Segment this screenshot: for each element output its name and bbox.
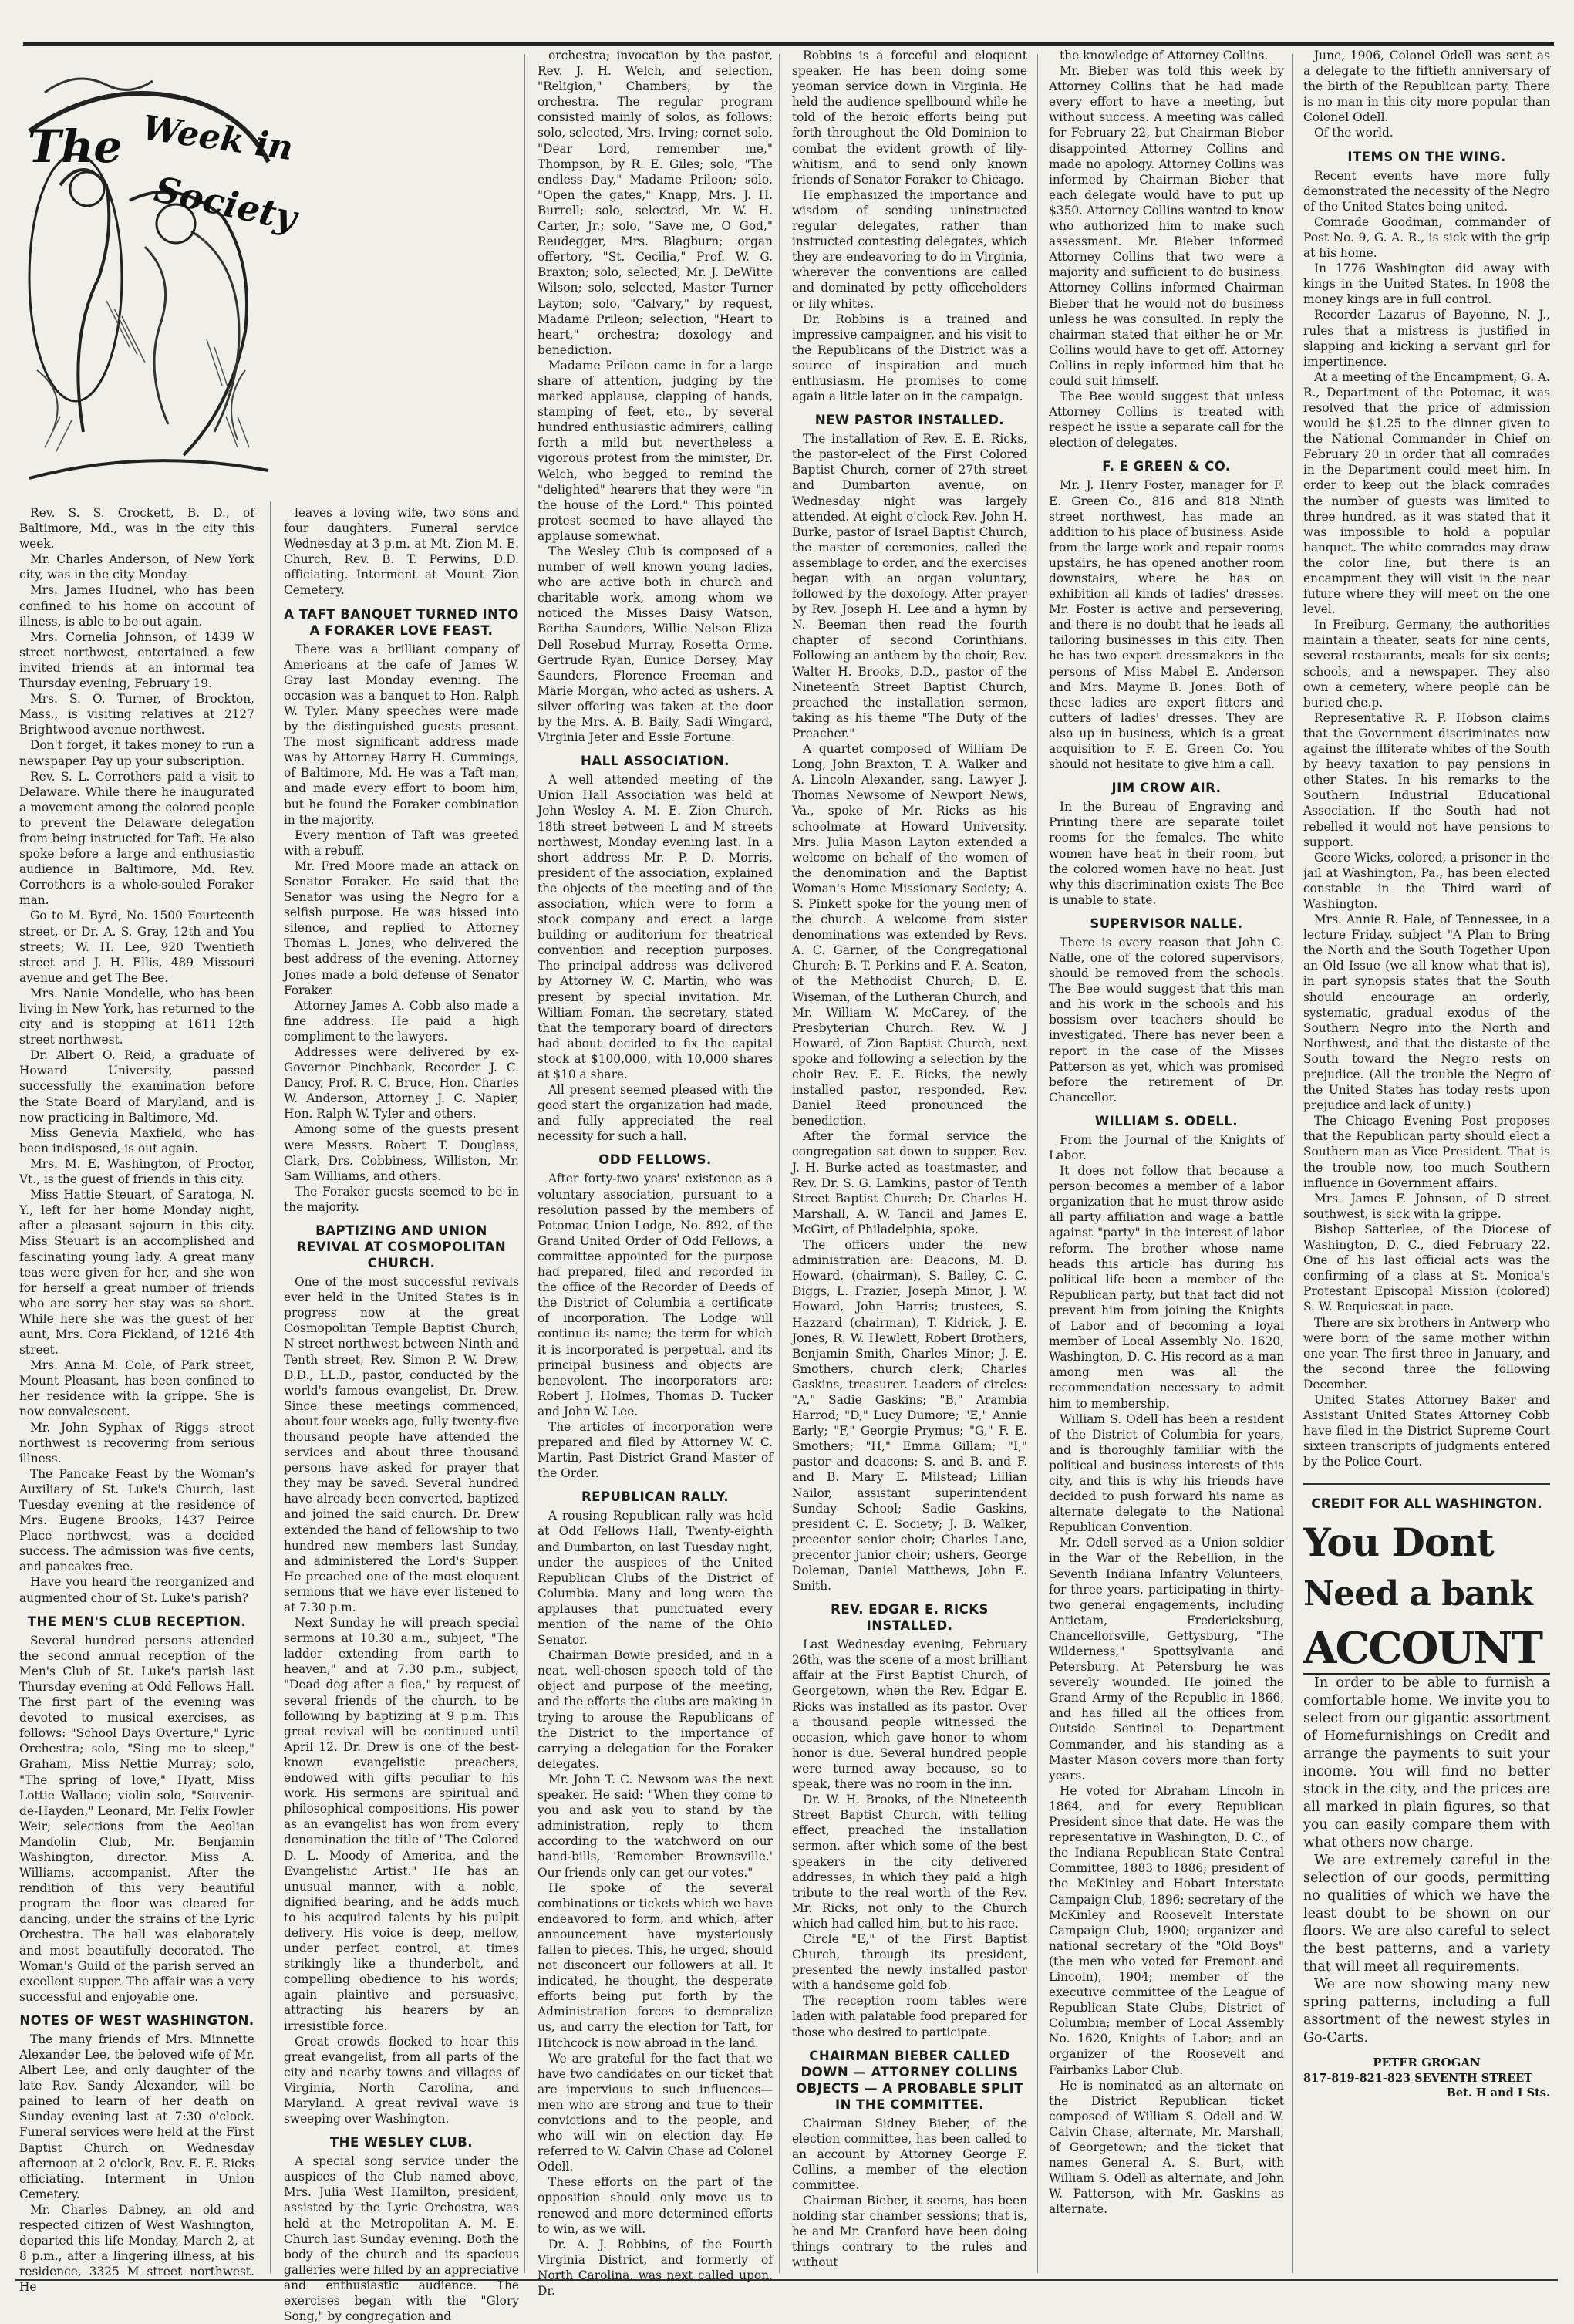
paragraph: Dr. Robbins is a trained and impressive campaigner, and his visit to the Republicans of the District was a source of inspiration and much enthusiasm. He promises to come again a little later on in the campaign. <box>792 312 1027 404</box>
paragraph: United States Attorney Baker and Assistant United States Attorney Cobb have filed in the District Supreme Court sixteen transcripts of judgments entered by the Police Court. <box>1303 1392 1550 1469</box>
paragraph: In 1776 Washington did away with kings in the United States. In 1908 the money kings are in full control. <box>1303 261 1550 307</box>
column-1 <box>19 505 254 2295</box>
ad-headline-1: You Dont <box>1303 1520 1494 1566</box>
paragraph: Mrs. M. E. Washington, of Proctor, Vt., is the guest of friends in this city. <box>19 1156 254 1187</box>
paragraph: Attorney James A. Cobb also made a fine address. He paid a high compliment to the lawyers. <box>284 998 519 1044</box>
paragraph: Great crowds flocked to hear this great evangelist, from all parts of the city and nearby towns and villages of Virginia, North Carolina, and Maryland. A great revival wave is sweeping over Washington. <box>284 2034 519 2127</box>
paragraph: There was a brilliant company of Americans at the cafe of James W. Gray last Monday evening. The occasion was a banquet to Hon. Ralph W. Tyler. Many speeches were made by the distinguished guests present. The most significant address made was by Attorney Harry H. Cummings, of Baltimore, Md. He was a Taft man, and made every effort to boom him, but he found the Foraker combination in the majority. <box>284 642 519 827</box>
paragraph: There are six brothers in Antwerp who were born of the same mother within one year. The first three in January, and the second three the following December. <box>1303 1315 1550 1391</box>
column-divider <box>1037 54 1038 2273</box>
column-3 <box>538 48 774 2299</box>
paragraph: Mrs. Annie R. Hale, of Tennessee, in a lecture Friday, subject "A Plan to Bring the North and the South Together Upon an Old Issue (we all know what that is), in part synopsis states that the South should encourage an orderly, systematic, gradual exodus of the Southern Negro into the North and Northwest, and that the distaste of the South toward the Negro rests on prejudice. (All the trouble the Negro of the United States has today rests upon prejudice and lack of unity.) <box>1303 912 1550 1113</box>
paragraph: Of the world. <box>1314 126 1394 140</box>
paragraph: Mr. Bieber was told this week by Attorney Collins that he had made every effort to have a meeting, but without success. A meeting was called for February 22, but Chairman Bieber disappointed Attorney Collins and made no apology. Attorney Collins was informed by Chairman Bieber that each delegate would have to put up $350. Attorney Collins wanted to know who authorized him to make such assessment. Mr. Bieber informed Attorney Collins that two were a majority and sufficient to do business. Attorney Collins informed Chairman Bieber that he would not do business unless he was consulted. In reply the chairman stated that either he or Mr. Collins would have to get off. Attorney Collins in reply informed him that he could suit himself. <box>1049 64 1284 388</box>
paragraph: After the formal service the congregation sat down to supper. Rev. J. H. Burke acted as toastmaster, and Rev. Dr. S. G. Lamkins, pastor of Tenth Street Baptist Church; Dr. Charles H. Marshall, A. W. Tancil and James E. McGirt, of Philadelphia, spoke. <box>792 1129 1027 1236</box>
paragraph: Mr. J. Henry Foster, manager for F. E. Green Co., 816 and 818 Ninth street northwest, has made an addition to his place of business. Aside from the large work and repair rooms upstairs, he has opened another room downstairs, where he has on exhibition all kinds of ladies' dresses. Mr. Foster is active and persevering, and there is no doubt that he leads all tailoring businesses in this city. Then he has two expert dressmakers in the persons of Miss Mabel E. Anderson and Mrs. Mayme B. Jones. Both of these ladies are expert fitters and cutters of ladies' dresses. They are also up in business, which is a great acquisition to F. E. Green Co. You should not hesitate to give him a call. <box>1049 478 1284 772</box>
paragraph: He spoke of the several combinations or tickets which we have endeavored to form, and which, after announcement have mysteriously fallen to pieces. This, he urged, should not disconcert our followers at all. It indicated, he thought, the desperate efforts being put forth by the Administration forces to demoralize us, and carry the election for Taft, for Hitchcock is now abroad in the land. <box>538 1880 773 2050</box>
paragraph: Miss Hattie Steuart, of Saratoga, N. Y., left for her home Monday night, after a pleasant sojourn in this city. Miss Steuart is an accomplished and fascinating young lady. A great many teas were given for her, and she won for herself a great number of friends who are sorry her stay was so short. While here she was the guest of her aunt, Mrs. Cora Fickland, of 1216 4th street. <box>19 1188 254 1358</box>
paragraph: From the Journal of the Knights of Labor. <box>1049 1132 1284 1162</box>
article-headline: NOTES OF WEST WASHINGTON. <box>19 2012 254 2028</box>
paragraph: One of the most successful revivals ever held in the United States is in progress now at the great Cosmopolitan Temple Baptist Church, N street northwest between Ninth and Tenth street, Rev. Simon P. W. Drew, D.D., LL.D., pastor, conducted by the world's famous evangelist, Dr. Drew. Since these meetings commenced, about four weeks ago, fully twenty-five thousand people have attended the services and about three thousand persons have asked for prayer that they may be saved. Several hundred have already been converted, baptized and joined the said church. Dr. Drew extended the hand of fellowship to two hundred new members last Sunday, and administered the Lord's Supper. He preached one of the most eloquent sermons that we have ever listened to at 7.30 p.m. <box>284 1275 519 1614</box>
paragraph: The installation of Rev. E. E. Ricks, the pastor-elect of the First Colored Baptist Church, corner of 27th street and Dumbarton avenue, on Wednesday night was largely attended. At eight o'clock Rev. John H. Burke, pastor of Israel Baptist Church, the master of ceremonies, called the assemblage to order, and the exercises began with an organ voluntary, followed by the doxology. After prayer by Rev. Joseph H. Lee and a hymn by N. Beeman then read the fourth chapter of second Corinthians. Following an anthem by the choir, Rev. Walter H. Brooks, D.D., pastor of the Nineteenth Street Baptist Church, preached the installation sermon, taking as his theme "The Duty of the Preacher." <box>792 432 1027 740</box>
article-headline: ITEMS ON THE WING. <box>1347 149 1506 164</box>
masthead-illustration <box>14 46 301 501</box>
paragraph: William S. Odell has been a resident of the District of Columbia for years, and is thoroughly familiar with the political and business interests of this city, and this is why his friends have decided to push forward his name as alternate delegate to the National Republican Convention. <box>1049 1412 1284 1535</box>
ad-body: In order to be able to furnish a comfortable home. We invite you to select from our gigantic assortment of Homefurnishings on Credit and arrange the payments to suit your income. You will find no better stock in the city, and the prices are all marked in plain figures, so that you can easily compare them with what others now charge. <box>1303 1675 1550 1851</box>
column-6 <box>1303 48 1550 2272</box>
paragraph: June, 1906, Colonel Odell was sent as a delegate to the fiftieth anniversary of the birth of the Republican party. There is no man in this city more popular than Colonel Odell. <box>1303 49 1550 125</box>
paragraph: There is every reason that John C. Nalle, one of the colored supervisors, should be removed from the schools. The Bee would suggest that this man and his work in the schools and his bossism over teachers should be investigated. There has never been a report in the case of the Misses Patterson as yet, which was promised before the retirement of Dr. Chancellor. <box>1049 935 1284 1105</box>
paragraph: Representative R. P. Hobson claims that the Government discriminates now against the illiterate whites of the South by heavy taxation to pay pensions in other States. In his remarks to the Southern Industrial Educational Association. If the South had not rebelled it would not have pensions to support. <box>1303 710 1550 849</box>
article-headline: JIM CROW AIR. <box>1111 781 1222 796</box>
ad-signature-location: Bet. H and I Sts. <box>1446 2086 1550 2100</box>
paragraph: At a meeting of the Encampment, G. A. R., Department of the Potomac, it was resolved that the price of admission would be $1.25 to the dinner given to the National Commander in Chief on February 20 in order that all comrades in the Department could meet him. In order to keep out the black comrades the number of guests was limited to three hundred, as it was stated that it was impossible to hold a popular banquet. The white comrades may draw the color line, but there is an encampment they will visit in the near future where they will meet on the one level. <box>1303 369 1550 617</box>
paragraph: Mr. Fred Moore made an attack on Senator Foraker. He said that the Senator was using the Negro for a selfish purpose. He was hissed into silence, and replied to Attorney Thomas L. Jones, who delivered the best address of the evening. Attorney Jones made a bold defense of Senator Foraker. <box>284 858 519 997</box>
paragraph: Dr. Albert O. Reid, a graduate of Howard University, passed successfully the examination before the State Board of Maryland, and is now practicing in Baltimore, Md. <box>19 1048 254 1125</box>
paragraph: Dr. W. H. Brooks, of the Nineteenth Street Baptist Church, with telling effect, preached the installation sermon, after which some of the best speakers in the city delivered addresses, in which they paid a high tribute to the real worth of the Rev. Mr. Ricks, not only to the Church which had called him, but to his race. <box>792 1793 1027 1931</box>
paragraph: Dr. A. J. Robbins, of the Fourth Virginia District, and formerly of North Carolina, was next called upon. Dr. <box>538 2237 773 2299</box>
article-headline: CHAIRMAN BIEBER CALLED DOWN — ATTORNEY COLLINS OBJECTS — A PROBABLE SPLIT IN THE COMMITTEE. <box>796 2048 1023 2112</box>
paragraph: In Freiburg, Germany, the authorities maintain a theater, seats for nine cents, several restaurants, meals for six cents; schools, and a newspaper. They also own a cemetery, where people can be buried che.p. <box>1303 618 1550 710</box>
article-headline: A TAFT BANQUET TURNED INTO A FORAKER LOVE FEAST. <box>284 606 519 638</box>
paragraph: Next Sunday he will preach special sermons at 10.30 a.m., subject, "The ladder extending from earth to heaven," and at 7.30 p.m., subject, "Dead dog after a flea," by request of several friends of the church, to be following by baptizing at 9 p.m. This great revival will be continued until April 12. Dr. Drew is one of the best-known evangelistic preachers, endowed with gifts peculiar to his work. His sermons are spiritual and philosophical compositions. His power as an evangelist has won from every denomination the title of "The Colored D. L. Moody of America, and the Evangelistic Artist." He has an unusual manner, with a noble, dignified bearing, and he adds much to his acquired talents by his pulpit delivery. His voice is deep, mellow, under perfect control, at times strikingly like a thunderbolt, and compelling obedience to his words; again plaintive and persuasive, attracting his hearers by an irresistible force. <box>284 1616 519 2033</box>
paragraph: Mr. John T. C. Newsom was the next speaker. He said: "When they come to you and ask you to stand by the administration, reply to them according to the watchword on our hand-bills, 'Remember Brownsville.' Our friends only can get our votes." <box>538 1772 773 1880</box>
column-divider <box>779 54 780 2273</box>
paragraph: Mr. John Syphax of Riggs street northwest is recovering from serious illness. <box>19 1420 254 1466</box>
paragraph: Have you heard the reorganized and augmented choir of St. Luke's parish? <box>19 1575 254 1605</box>
paragraph: Geore Wicks, colored, a prisoner in the jail at Washington, Pa., has been elected constable in the Third ward of Washington. <box>1303 850 1550 911</box>
article-headline: F. E GREEN & CO. <box>1102 459 1231 474</box>
paragraph: The Pancake Feast by the Woman's Auxiliary of St. Luke's Church, last Tuesday evening at the residence of Mrs. Eugene Brooks, 1437 Peirce Place northwest, was a decided success. The admission was five cents, and pancakes free. <box>19 1466 254 1574</box>
paragraph: Chairman Sidney Bieber, of the election committee, has been called to an account by Attorney George F. Collins, a member of the election committee. <box>792 2116 1027 2192</box>
column-divider <box>1292 54 1293 2273</box>
paragraph: After forty-two years' existence as a voluntary association, pursuant to a resolution passed by the members of Potomac Union Lodge, No. 892, of the Grand United Order of Odd Fellows, a committee appointed for the purpose had prepared, filed and recorded in the office of the Recorder of Deeds of the District of Columbia a certificate of incorporation. The Lodge will continue its name; the term for which it is incorporated is perpetual, and its principal business and objects are benevolent. The incorporators are: Robert J. Holmes, Thomas D. Tucker and John W. Lee. <box>538 1172 773 1418</box>
ad-headline-2: Need a bank <box>1303 1574 1532 1614</box>
column-5 <box>1049 48 1284 2272</box>
paragraph: Rev. S. L. Corrothers paid a visit to Delaware. While there he inaugurated a movement among the colored people to prevent the Delaware delegation from being instructed for Taft. He also spoke before a large and enthusiastic audience in Baltimore, Md. Rev. Corrothers is a whole-souled Foraker man. <box>19 769 254 908</box>
paragraph: Mrs. James F. Johnson, of D street southwest, is sick with la grippe. <box>1303 1191 1550 1221</box>
masthead-word-the: The <box>28 120 123 173</box>
paragraph: A rousing Republican rally was held at Odd Fellows Hall, Twenty-eighth and Dumbarton, on last Tuesday night, under the auspices of the United Republican Clubs of the District of Columbia. Many and long were the applauses that punctuated every mention of the name of the Ohio Senator. <box>538 1509 773 1648</box>
column-divider <box>270 463 271 2273</box>
paragraph: Last Wednesday evening, February 26th, was the scene of a most brilliant affair at the First Baptist Church, of Georgetown, when the Rev. Edgar E. Ricks was installed as its pastor. Over a thousand people witnessed the occasion, which gave honor to whom honor is due. Several hundred people were turned away because, so to speak, there was no room in the inn. <box>792 1638 1027 1792</box>
paragraph: He voted for Abraham Lincoln in 1864, and for every Republican President since that date. He was the representative in Washington, D. C., of the Indiana Republican State Central Committee, 1883 to 1886; president of the McKinley and Hobart Interstate Campaign Club, 1896; secretary of the McKinley and Roosevelt Interstate Campaign Club, 1900; organizer and national secretary of the "Old Boys" (the men who voted for Fremont and Lincoln), 1904; member of the executive committee of the League of Republican State Clubs, District of Columbia; member of Local Assembly No. 1620, Knights of Labor; and an organizer of the Roosevelt and Fairbanks Labor Club. <box>1049 1783 1284 2077</box>
paragraph: Chairman Bowie presided, and in a neat, well-chosen speech told of the object and purpose of the meeting, and the efforts the clubs are making in trying to arouse the Republicans of the District to the importance of carrying a delegation for the Foraker delegates. <box>538 1648 773 1771</box>
paragraph: The Wesley Club is composed of a number of well known young ladies, who are active both in church and charitable work, among whom we noticed the Misses Daisy Watson, Bertha Saunders, Willie Nelson Eliza Dell Rosebud Murray, Rosetta Orme, Gertrude Ryan, Eunice Dorsey, May Saunders, Florence Freeman and Marie Morgan, who acted as ushers. A silver offering was taken at the door by the Mrs. A. B. Baily, Sadi Wingard, Virginia Jeter and Essie Fortune. <box>538 545 773 745</box>
paragraph: The Foraker guests seemed to be in the majority. <box>284 1184 519 1214</box>
paragraph: In the Bureau of Engraving and Printing there are separate toilet rooms for the females. The white women have heat in their room, but the colored women have no heat. Just why this discrimination exists The Bee is unable to state. <box>1049 800 1284 907</box>
paragraph: Among some of the guests present were Messrs. Robert T. Douglass, Clark, Drs. Cobbiness, Williston, Mr. Sam Williams, and others. <box>284 1122 519 1183</box>
paragraph: Miss Genevia Maxfield, who has been indisposed, is out again. <box>19 1125 254 1155</box>
paragraph: orchestra; invocation by the pastor, Rev. J. H. Welch, and selection, "Religion," Chambers, by the orchestra. The regular program consisted mainly of solos, as follows: solo, selected, Mrs. Irving; cornet solo, "Dear Lord, remember me," Thompson, by R. E. Giles; solo, "The endless Day," Madame Prileon; solo, "Open the gates," Knapp, Mrs. J. H. Burrell; solo, selected, Mr. W. H. Carter, Jr.; solo, "Save me, O God," Reudegger, Mrs. Blagburn; organ offertory, "St. Cecilia," Prof. W. G. Braxton; solo, selected, Mr. J. DeWitte Wilson; solo, selected, Master Turner Layton; solo, "Calvary," by request, Madame Prileon; selection, "Heart to heart," orchestra; doxology and benediction. <box>538 49 774 357</box>
paragraph: Mrs. Cornelia Johnson, of 1439 W street northwest, entertained a few invited friends at an informal tea Thursday evening, February 19. <box>19 629 254 691</box>
column-4 <box>792 48 1027 2272</box>
paragraph: A well attended meeting of the Union Hall Association was held at John Wesley A. M. E. Zion Church, 18th street between L and M streets northwest, Monday evening last. In a short address Mr. P. D. Morris, president of the association, explained the objects of the meeting and of the association, which were to form a stock company and erect a large building or auditorium for theatrical convention and reception purposes. The principal address was delivered by Attorney W. C. Martin, who was present by special invitation. Mr. William Foman, the secretary, stated that the temporary board of directors had about decided to fix the capital stock at $100,000, with 10,000 shares at $10 a share. <box>538 773 773 1081</box>
paragraph: He emphasized the importance and wisdom of sending uninstructed regular delegates, rather than instructed contesting delegates, which they are endeavoring to do in Virginia, wherever the conventions are called and dominated by petty officeholders or lily whites. <box>792 187 1027 311</box>
week-in-society-masthead <box>14 46 301 501</box>
paragraph: Mr. Charles Dabney, an old and respected citizen of West Washington, departed this life Monday, March 2, at 8 p.m., after a lingering illness, at his residence, 3325 M street northwest. He <box>19 2202 254 2295</box>
article-headline: ODD FELLOWS. <box>598 1152 712 1168</box>
ad-heading: CREDIT FOR ALL WASHINGTON. <box>1311 1496 1542 1513</box>
article-headline: THE WESLEY CLUB. <box>329 2135 474 2150</box>
article-headline: REV. EDGAR E. RICKS INSTALLED. <box>831 1602 989 1634</box>
article-headline: THE MEN'S CLUB RECEPTION. <box>27 1614 247 1629</box>
paragraph: the knowledge of Attorney Collins. <box>1060 49 1269 62</box>
paragraph: leaves a loving wife, two sons and four daughters. Funeral service Wednesday at 3 p.m. at Mt. Zion M. E. Church, Rev. B. T. Perwins, D.D. officiating. Interment at Mount Zion Cemetery. <box>284 506 519 598</box>
furniture-advertisement <box>1303 1483 1550 2100</box>
paragraph: Mrs. Nanie Mondelle, who has been living in New York, has returned to the city and is stopping at 1611 12th street northwest. <box>19 986 254 1047</box>
paragraph: It does not follow that because a person becomes a member of a labor organization that he must throw aside all party affiliation and wage a battle against "party" in the interest of labor reform. The brother whose name heads this article has during his political life been a member of the Republican party, but that fact did not prevent him from joining the Knights of Labor and of becoming a loyal member of Local Assembly No. 1620, Washington, D. C. His record as a man among men was all the recommendation necessary to admit him to membership. <box>1049 1164 1284 1411</box>
ad-headline-3: ACCOUNT <box>1303 1624 1550 1675</box>
paragraph: These efforts on the part of the opposition should only move us to renewed and more determined efforts to win, as we will. <box>538 2175 773 2236</box>
paragraph: Mrs. Anna M. Cole, of Park street, Mount Pleasant, has been confined to her residence with la grippe. She is now convalescent. <box>19 1358 254 1419</box>
paragraph: Several hundred persons attended the second annual reception of the Men's Club of St. Luke's parish last Thursday evening at Odd Fellows Hall. The first part of the evening was devoted to musical exercises, as follows: "School Days Overture," Lyric Orchestra; solo, "Sing me to sleep," Graham, Miss Nettie Murray; solo, "The spring of love," Hyatt, Miss Lottie Wallace; violin solo, "Souvenir-de-Hayden," Leonard, Mr. Felix Fowler Weir; selections from the Aeolian Mandolin Club, Mr. Benjamin Washington, director. Miss A. Williams, accompanist. After the rendition of this very beautiful program the floor was cleared for dancing, under the strains of the Lyric Orchestra. The hall was elaborately and most beautifully decorated. The Woman's Guild of the parish served an excellent supper. The affair was a very successful and enjoyable one. <box>19 1633 254 2004</box>
ad-signature-name: PETER GROGAN <box>1373 2056 1481 2070</box>
paragraph: Every mention of Taft was greeted with a rebuff. <box>284 828 519 858</box>
paragraph: Go to M. Byrd, No. 1500 Fourteenth street, or Dr. A. S. Gray, 12th and You streets; W. H. Lee, 920 Twentieth street and J. H. Ellis, 489 Missouri avenue and get The Bee. <box>19 909 254 985</box>
paragraph: Madame Prileon came in for a large share of attention, judging by the marked applause, clapping of hands, stamping of feet, etc., by several hundred enthusiastic admirers, calling forth a mild but nevertheless a vigorous protest from the minister, Dr. Welch, who begged to remind the "delighted" hearers that they were "in the house of the Lord." This pointed protest seemed to have allayed the applause somewhat. <box>538 358 773 543</box>
paragraph: Chairman Bieber, it seems, has been holding star chamber sessions; that is, he and Mr. Cranford have been doing things contrary to the rules and without <box>792 2194 1027 2270</box>
paragraph: Circle "E," of the First Baptist Church, through its president, presented the newly installed pastor with a handsome gold fob. <box>792 1931 1027 1993</box>
article-headline: WILLIAM S. ODELL. <box>1094 1113 1239 1128</box>
paragraph: He is nominated as an alternate on the District Republican ticket composed of William S. Odell and W. Calvin Chase, alternate, Mr. Marshall, of Georgetown; and the ticket that names General A. S. Burt, with William S. Odell as alternate, and John W. Patterson, with Mr. Gaskins as alternate. <box>1049 2078 1284 2217</box>
paragraph: Don't forget, it takes money to run a newspaper. Pay up your subscription. <box>19 738 254 768</box>
paragraph: Recent events have more fully demonstrated the necessity of the Negro of the United States being united. <box>1303 168 1550 214</box>
ad-body: We are now showing many new spring patterns, including a full assortment of the newest styles in Go-Carts. <box>1303 1977 1550 2046</box>
paragraph: Mrs. James Hudnel, who has been confined to his home on account of illness, is able to be out again. <box>19 583 254 629</box>
paragraph: Mr. Odell served as a Union soldier in the War of the Rebellion, in the Seventh Indiana Infantry Volunteers, for three years, participating in thirty-two general engagements, including Antietam, Fredericksburg, Chancellorsville, Gettysburg, "The Wilderness," Spottsylvania and Petersburg. At Petersburg he was severely wounded. He joined the Grand Army of the Republic in 1866, and has filled all the offices from Outside Sentinel to Department Commander, and his standing as a Master Mason covers more than forty years. <box>1049 1536 1284 1783</box>
paragraph: Rev. S. S. Crockett, B. D., of Baltimore, Md., was in the city this week. <box>19 506 254 551</box>
paragraph: Addresses were delivered by ex-Governor Pinchback, Recorder J. C. Dancy, Prof. R. C. Bruce, Hon. Charles W. Anderson, Attorney J. C. Napier, Hon. Ralph W. Tyler and others. <box>284 1045 519 1122</box>
paragraph: The officers under the new administration are: Deacons, M. D. Howard, (chairman), S. Bailey, C. C. Diggs, L. Frazier, Joseph Minor, J. W. Howard, John Harris; trustees, S. Hazzard (chairman), T. Kidrick, J. E. Jones, R. W. Hewlett, Robert Brothers, Benjamin Smith, Charles Minor; J. E. Smothers, church clerk; Charles Gaskins, treasurer. Leaders of circles: "A," Sadie Gaskins; "B," Arambia Harrod; "D," Lucy Dumore; "E," Annie Early; "F," Georgie Prymus; "G," F. E. Smothers; "H," Emma Gillam; "I," pastor and deacons; S. and B. and F. and B. Mary E. Milstead; Lillian Nailor, assistant superintendent Sunday School; Sadie Gaskins, president C. E. Society; J. B. Walker, precentor senior choir; Charles Lane, precentor junior choir; ushers, George Doleman, Daniel Matthews, John E. Smith. <box>792 1238 1027 1594</box>
column-divider <box>524 54 525 2273</box>
top-border <box>23 42 1554 46</box>
article-headline: HALL ASSOCIATION. <box>581 754 730 769</box>
paragraph: Comrade Goodman, commander of Post No. 9, G. A. R., is sick with the grip at his home. <box>1303 214 1550 261</box>
paragraph: A special song service under the auspices of the Club named above, Mrs. Julia West Hamilton, president, assisted by the Lyric Orchestra, was held at the Metropolitan A. M. E. Church last Sunday evening. Both the body of the church and its spacious galleries were filled by an appreciative and enthusiastic audience. The exercises began with the "Glory Song," by congregation and <box>284 2154 519 2324</box>
paragraph: Recorder Lazarus of Bayonne, N. J., rules that a mistress is justified in slapping and kicking a servant girl for impertinence. <box>1303 308 1550 369</box>
paragraph: Bishop Satterlee, of the Diocese of Washington, D. C., died February 22. One of his last official acts was the confirming of a class at St. Monica's Protestant Episcopal Mission (colored) S. W. Requiescat in pace. <box>1303 1222 1550 1314</box>
paragraph: Robbins is a forceful and eloquent speaker. He has been doing some yeoman service down in Virginia. He held the audience spellbound while he told of the heroic efforts being put forth throughout the Old Dominion to combat the evident growth of lily-whitism, and to send only known friends of Senator Foraker to Chicago. <box>792 49 1027 187</box>
paragraph: The Bee would suggest that unless Attorney Collins is treated with respect he issue a separate call for the election of delegates. <box>1049 390 1284 450</box>
ad-body: We are extremely careful in the selection of our goods, permitting no qualities of which we have the least doubt to be shown on our floors. We are also careful to select the best patterns, and a variety that will meet all requirements. <box>1303 1853 1550 1975</box>
paragraph: The reception room tables were laden with palatable food prepared for those who desired to participate. <box>792 1994 1027 2039</box>
article-headline: SUPERVISOR NALLE. <box>1090 916 1243 931</box>
paragraph: Mr. Charles Anderson, of New York city, was in the city Monday. <box>19 552 254 582</box>
paragraph: The many friends of Mrs. Minnette Alexander Lee, the beloved wife of Mr. Albert Lee, and only daughter of the late Rev. Sandy Alexander, will be pained to learn of her death on Sunday evening last at 7:30 o'clock. Funeral services were held at the First Baptist Church on Wednesday afternoon at 2 o'clock, Rev. E. E. Ricks officiating. Interment in Union Cemetery. <box>19 2032 254 2201</box>
paragraph: All present seemed pleased with the good start the organization had made, and fully appreciated the real necessity for such a hall. <box>538 1083 773 1144</box>
masthead-word-society: Society <box>150 167 301 239</box>
article-headline: BAPTIZING AND UNION REVIVAL AT COSMOPOLITAN CHURCH. <box>296 1223 507 1271</box>
paragraph: The Chicago Evening Post proposes that the Republican party should elect a Southern man as Vice President. That is the trouble now, too much Southern influence in Government affairs. <box>1303 1114 1550 1190</box>
paragraph: We are grateful for the fact that we have two candidates on our ticket that are impervious to such influences—men who are strong and true to their convictions and to the people, and who will win on election day. He referred to W. Calvin Chase ad Colonel Odell. <box>538 2051 773 2174</box>
paragraph: The articles of incorporation were prepared and filed by Attorney W. C. Martin, Past District Grand Master of the Order. <box>538 1419 773 1481</box>
article-headline: REPUBLICAN RALLY. <box>581 1489 730 1505</box>
column-2 <box>284 505 519 2324</box>
masthead-word-week-in: Week in <box>140 108 295 169</box>
article-headline: NEW PASTOR INSTALLED. <box>814 413 1005 428</box>
ad-signature-address: 817-819-821-823 SEVENTH STREET <box>1303 2071 1532 2085</box>
paragraph: A quartet composed of William De Long, John Braxton, T. A. Walker and A. Lincoln Alexander, sang. Lawyer J. Thomas Newsome of Newport News, Va., spoke of Mr. Ricks as his schoolmate at Howard University. Mrs. Julia Mason Layton extended a welcome on behalf of the women of the denomination and the Baptist Woman's Home Missionary Society; A. S. Pinkett spoke for the young men of the church. A welcome from sister denominations was extended by Revs. A. C. Garner, of the Congregational Church; B. T. Perkins and F. A. Seaton, of the Methodist Church; D. E. Wiseman, of the Lutheran Church, and Mr. William W. McCarey, of the Presbyterian Church. Rev. W. J Howard, of Zion Baptist Church, next spoke and following a selection by the choir Rev. E. E. Ricks, the newly installed pastor, responded. Rev. Daniel Reed pronounced the benediction. <box>792 742 1027 1128</box>
paragraph: Mrs. S. O. Turner, of Brockton, Mass., is visiting relatives at 2127 Brightwood avenue northwest. <box>19 692 254 737</box>
